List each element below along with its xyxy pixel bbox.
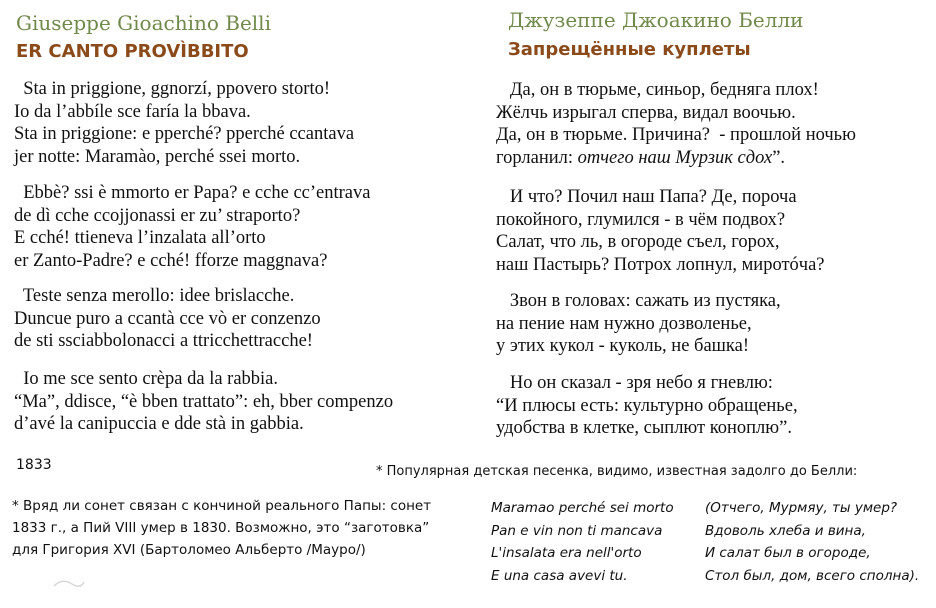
verse-line: Звон в головах: сажать из пустяка, (496, 291, 781, 311)
verse-line: у этих кукол - куколь, не башка! (496, 336, 749, 357)
verse-line: Duncue puro a ccantà cce vò er conzenzo (14, 308, 321, 329)
song-russian (705, 497, 919, 587)
russian-stanza-4 (496, 372, 798, 440)
poem-year: 1833 (16, 457, 52, 473)
verse-line: jer notte: Maramào, perché ssei morto. (14, 146, 301, 167)
italian-stanza-4 (14, 368, 393, 436)
song-line: И салат был в огороде, (705, 545, 871, 562)
faint-scribble-mark (52, 578, 86, 588)
verse-italic-quote: отчего наш Мурзик сдох (577, 147, 773, 168)
verse-text: ”. (772, 147, 786, 168)
song-intro-note: * Популярная детская песенка, видимо, известная задолго до Белли: (376, 464, 858, 479)
russian-title: Запрещённые куплеты (508, 39, 751, 60)
italian-title: ER CANTO PROVÌBBITO (16, 41, 249, 62)
verse-line: Io da l’abbíle sce faría la bbava. (14, 101, 251, 122)
russian-stanza-1 (496, 79, 856, 169)
footnote-line: 1833 г., а Пий VIII умер в 1830. Возможно, это “заготовка” (12, 520, 430, 536)
verse-line: d’avé la canipuccia e dde stà in gabbia. (14, 414, 304, 434)
footnote-line: * Вряд ли сонет связан с кончиной реального Папы: сонет (12, 498, 432, 514)
verse-line: И что? Почил наш Папа? Де, пороча (496, 187, 797, 207)
song-line: Pan e vin non ti mancava (491, 522, 663, 539)
verse-line: Sta in priggione, ggnorzí, ppovero storto! (14, 79, 330, 99)
verse-line: Да, он в тюрьме. Причина? - прошлой ночью (496, 125, 856, 146)
verse-line: Teste senza merollo: idee brislacche. (14, 286, 295, 306)
italian-stanza-2 (14, 182, 370, 272)
song-italian (491, 497, 674, 587)
verse-line: de sti ssciabbolonacci a ttricchettracche! (14, 331, 313, 351)
song-line: E una casa avevi tu. (491, 567, 628, 584)
verse-line: удобства в клетке, сыплют коноплю”. (496, 418, 792, 439)
verse-line: на пение нам нужно дозволенье, (496, 313, 752, 334)
verse-line: “Ma”, ddisce, “è bben trattato”: eh, bber compenzo (14, 391, 394, 412)
russian-author: Джузеппе Джоакино Белли (508, 8, 804, 32)
song-line: (Отчего, Мурмяу, ты умер? (705, 500, 898, 516)
verse-text: горланил: (496, 147, 578, 168)
verse-line: Sta in priggione: e pperché? pperché ccantava (14, 124, 355, 144)
verse-line: наш Пастырь? Потрох лопнул, миротóча? (496, 254, 825, 275)
footnote-line: для Григория XVI (Бартоломео Альберто /Мауро/) (12, 542, 366, 558)
verse-line: Io me sce sento crèpa da la rabbia. (14, 369, 279, 389)
verse-line: Да, он в тюрьме, синьор, бедняга плох! (496, 80, 819, 100)
verse-line: Жёлчь изрыгал сперва, видал воочью. (496, 102, 796, 123)
song-line: Стол был, дом, всего сполна). (705, 567, 920, 584)
russian-stanza-2 (496, 186, 825, 276)
italian-author: Giuseppe Gioachino Belli (16, 11, 271, 35)
verse-line: Ebbè? ssi è mmorto er Papa? e cche cc’entrava (14, 183, 371, 203)
verse-line: er Zanto-Padre? e cché! fforze maggnava? (14, 250, 328, 271)
verse-line: покойного, глумился - в чём подвох? (496, 209, 786, 230)
song-line: Maramao perché sei morto (491, 500, 674, 516)
verse-line: Салат, что ль, в огороде съел, горох, (496, 232, 780, 253)
verse-line (496, 147, 856, 170)
papa-footnote (12, 495, 431, 561)
italian-stanza-3 (14, 285, 321, 353)
verse-line: Но он сказал - зря небо я гневлю: (496, 373, 773, 393)
song-line: Вдоволь хлеба и вина, (705, 522, 866, 539)
song-line: L'insalata era nell'orto (491, 545, 642, 562)
verse-line: “И плюсы есть: культурно обращенье, (496, 395, 798, 416)
russian-stanza-3 (496, 290, 781, 358)
verse-line: E cché! ttieneva l’inzalata all’orto (14, 228, 266, 248)
italian-stanza-1 (14, 78, 354, 168)
verse-line: de dì cche ccojjonassi er zu’ straporto? (14, 205, 301, 226)
